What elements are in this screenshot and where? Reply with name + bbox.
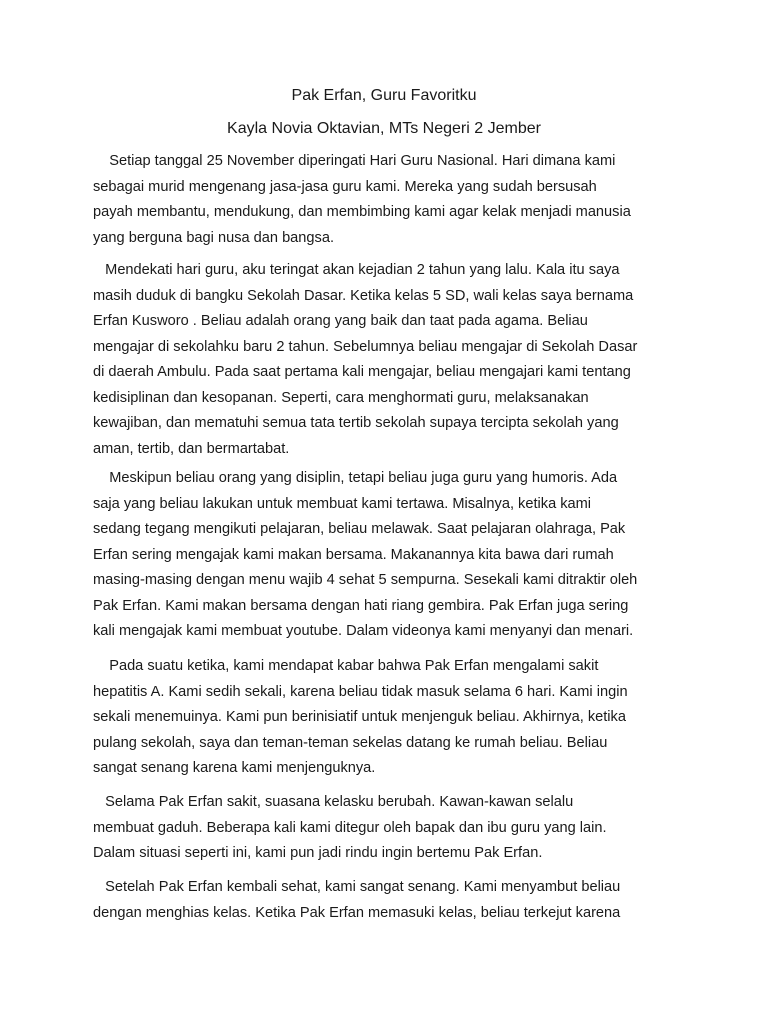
paragraph-line: yang berguna bagi nusa dan bangsa. [93,229,334,246]
paragraph-line: mengajar di sekolahku baru 2 tahun. Sebelumnya beliau mengajar di Sekolah Dasar [93,338,638,355]
paragraph-line: Dalam situasi seperti ini, kami pun jadi rindu ingin bertemu Pak Erfan. [93,845,543,861]
paragraph-5 [93,790,683,867]
paragraph-line: saja yang beliau lakukan untuk membuat kami tertawa. Misalnya, ketika kami [93,495,592,512]
paragraph-line: masing-masing dengan menu wajib 4 sehat 5 sempurna. Sesekali kami ditraktir oleh [93,572,638,588]
paragraph-line: Erfan Kusworo . Beliau adalah orang yang baik dan taat pada agama. Beliau [93,313,588,329]
document-title: Pak Erfan, Guru Favoritku [291,87,477,104]
paragraph-line: Meskipun beliau orang yang disiplin, tetapi beliau juga guru yang humoris. Ada [93,470,618,486]
paragraph-3 [93,466,683,645]
paragraph-line: dengan menghias kelas. Ketika Pak Erfan memasuki kelas, beliau terkejut karena [93,904,621,921]
paragraph-1 [93,149,683,251]
paragraph-line: Selama Pak Erfan sakit, suasana kelasku berubah. Kawan-kawan selalu [93,794,574,810]
paragraph-line: sebagai murid mengenang jasa-jasa guru kami. Mereka yang sudah bersusah [93,178,597,195]
paragraph-4 [93,654,683,782]
paragraph-line: kewajiban, dan mematuhi semua tata tertib sekolah supaya tercipta sekolah yang [93,415,619,431]
paragraph-line: kali mengajak kami membuat youtube. Dalam videonya kami menyanyi dan menari. [93,623,634,639]
paragraph-line: sekali menemuinya. Kami pun berinisiatif untuk menjenguk beliau. Akhirnya, ketika [93,709,626,725]
paragraph-line: payah membantu, mendukung, dan membimbing kami agar kelak menjadi manusia [93,204,631,220]
paragraph-line: kedisiplinan dan kesopanan. Seperti, cara menghormati guru, melaksanakan [93,389,589,406]
paragraph-line: Erfan sering mengajak kami makan bersama. Makanannya kita bawa dari rumah [93,546,614,563]
paragraph-line: sangat senang karena kami menjenguknya. [93,760,376,776]
paragraph-line: di daerah Ambulu. Pada saat pertama kali mengajar, beliau mengajari kami tentang [93,364,631,380]
paragraph-2 [93,258,683,462]
paragraph-line: Pak Erfan. Kami makan bersama dengan hati riang gembira. Pak Erfan juga sering [93,597,629,614]
paragraph-line: Setelah Pak Erfan kembali sehat, kami sangat senang. Kami menyambut beliau [93,879,621,895]
paragraph-line: Pada suatu ketika, kami mendapat kabar bahwa Pak Erfan mengalami sakit [93,658,599,674]
paragraph-line: Setiap tanggal 25 November diperingati Hari Guru Nasional. Hari dimana kami [93,153,616,169]
paragraph-line: aman, tertib, dan bermartabat. [93,440,290,457]
paragraph-line: sedang tegang mengikuti pelajaran, beliau melawak. Saat pelajaran olahraga, Pak [93,521,626,537]
paragraph-6 [93,875,683,926]
paragraph-line: pulang sekolah, saya dan teman-teman sekelas datang ke rumah beliau. Beliau [93,734,608,751]
document-author: Kayla Novia Oktavian, MTs Negeri 2 Jember [227,120,541,137]
paragraph-line: hepatitis A. Kami sedih sekali, karena beliau tidak masuk selama 6 hari. Kami ingin [93,683,628,700]
paragraph-line: membuat gaduh. Beberapa kali kami ditegur oleh bapak dan ibu guru yang lain. [93,819,607,836]
paragraph-line: masih duduk di bangku Sekolah Dasar. Ketika kelas 5 SD, wali kelas saya bernama [93,287,634,304]
paragraph-line: Mendekati hari guru, aku teringat akan kejadian 2 tahun yang lalu. Kala itu saya [93,262,620,278]
